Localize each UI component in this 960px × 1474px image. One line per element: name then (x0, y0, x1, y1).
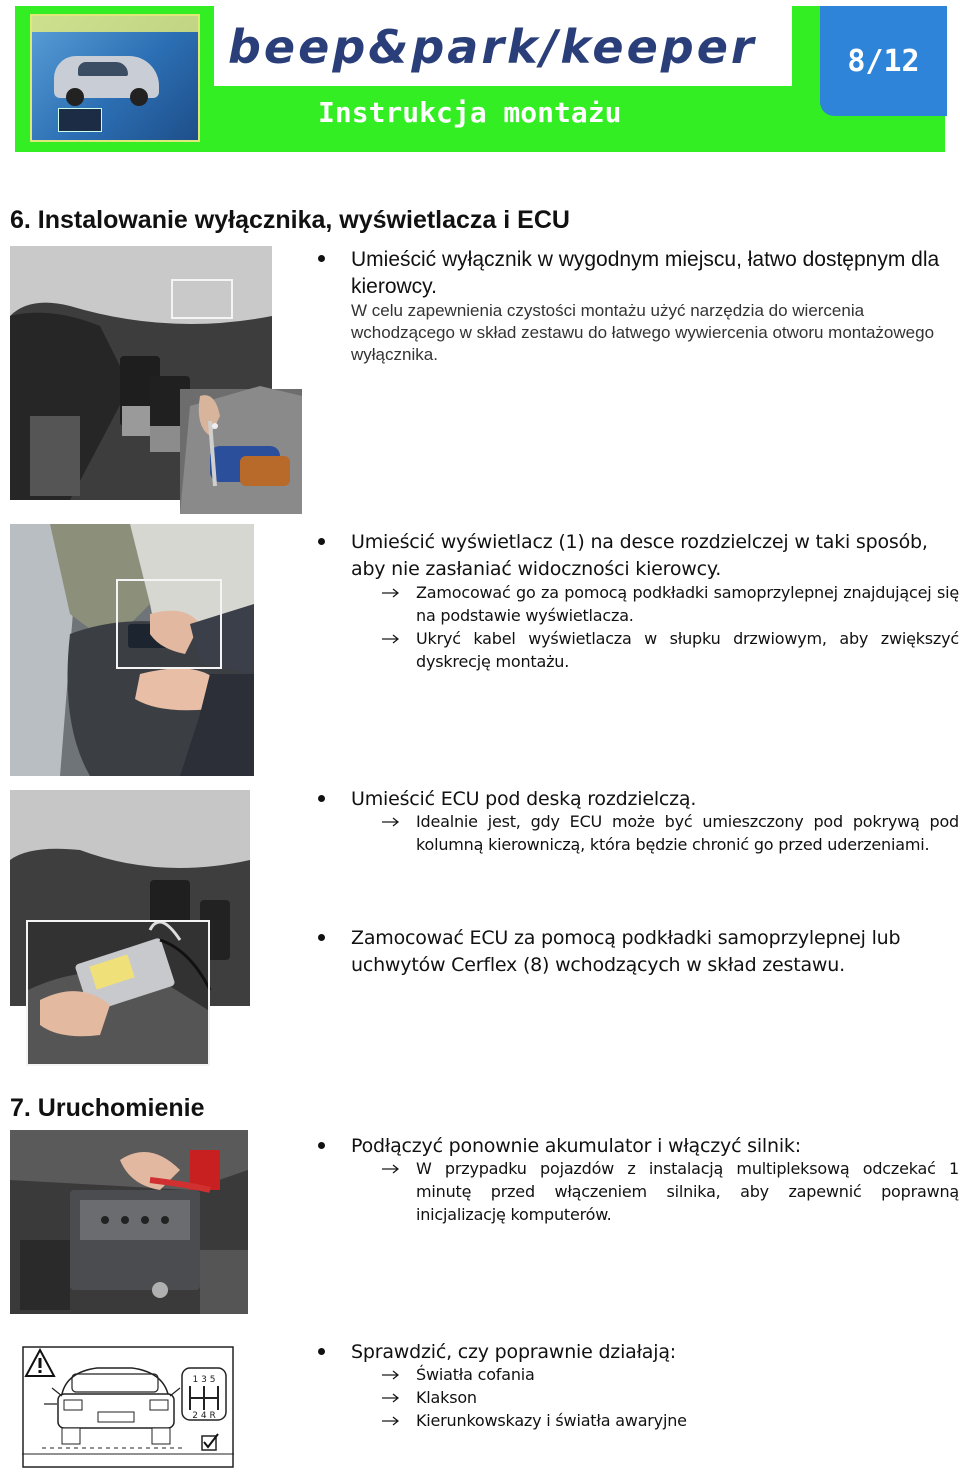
item-text: Zamocować ECU za pomocą podkładki samoprzylepnej lub uchwytów Cerflex (8) wchodzących w skład zestawu. (351, 927, 901, 976)
bullet-dot-icon (318, 538, 325, 545)
sub-list-item: W przypadku pojazdów z instalacją multipleksową odczekać 1 minutę przed włączeniem silnika, aby zapewnić poprawną inicjalizację komputerów. (381, 1157, 959, 1226)
item-text: Podłączyć ponownie akumulator i włączyć silnik: (351, 1135, 801, 1157)
page-number-tab (820, 6, 947, 116)
bullet-dot-icon (318, 255, 325, 262)
product-box-image (30, 14, 200, 142)
list-item (318, 1339, 958, 1439)
gear-digits-bottom: 2 4 R (192, 1411, 216, 1421)
arrow-right-icon (381, 581, 401, 604)
sub-list (381, 810, 959, 856)
section-heading-installation: 6. Instalowanie wyłącznika, wyświetlacza i ECU (10, 206, 570, 234)
list-item (318, 786, 958, 858)
item-text: Umieścić wyłącznik w wygodnym miejscu, łatwo dostępnym dla kierowcy. (351, 248, 940, 298)
document-title: Instrukcja montażu (318, 96, 622, 129)
bullet-dot-icon (318, 1348, 325, 1355)
list-item (318, 529, 958, 699)
item-text: Umieścić ECU pod deską rozdzielczą. (351, 788, 697, 810)
section-heading-startup: 7. Uruchomienie (10, 1094, 205, 1122)
highlight-frame (116, 579, 222, 669)
sub-list (381, 581, 959, 673)
check-functions-diagram (22, 1346, 234, 1468)
list-item (318, 246, 958, 376)
list-item (318, 925, 958, 985)
highlight-frame (26, 920, 210, 1066)
gear-digits-top: 1 3 5 (192, 1375, 216, 1385)
photo-ecu-mounting (10, 790, 306, 1066)
sub-list-item: Ukryć kabel wyświetlacza w słupku drzwiowym, aby zwiększyć dyskrecję montażu. (381, 627, 959, 673)
item-text: Umieścić wyświetlacz (1) na desce rozdzielczej w taki sposób, aby nie zasłaniać widoczności kierowcy. (351, 531, 928, 580)
item-text: Sprawdzić, czy poprawnie działają: (351, 1341, 676, 1363)
page-number: 8/12 (847, 43, 920, 79)
sub-list-item: Zamocować go za pomocą podkładki samoprzylepnej znajdującej się na podstawie wyświetlacza. (381, 581, 959, 627)
photo-display-mounting (10, 524, 254, 776)
list-item (318, 1133, 958, 1233)
arrow-right-icon (381, 1386, 401, 1409)
highlight-frame (171, 279, 233, 319)
arrow-right-icon (381, 1363, 401, 1386)
bullet-dot-icon (318, 1142, 325, 1149)
sub-list-item: Światła cofania (381, 1363, 959, 1386)
sub-list-item: Idealnie jest, gdy ECU może być umieszczony pod pokrywą pod kolumną kierowniczą, która będzie chronić go przed uderzeniami. (381, 810, 959, 856)
bullet-dot-icon (318, 795, 325, 802)
arrow-right-icon (381, 1157, 401, 1180)
sub-list (381, 1363, 959, 1432)
checkbox-checked-icon (202, 1434, 218, 1450)
sub-list-item: Kierunkowskazy i światła awaryjne (381, 1409, 959, 1432)
sub-list-item: Klakson (381, 1386, 959, 1409)
arrow-right-icon (381, 1409, 401, 1432)
sub-list (381, 1157, 959, 1226)
gear-pattern-icon (182, 1368, 226, 1421)
arrow-right-icon (381, 627, 401, 650)
bullet-dot-icon (318, 934, 325, 941)
photo-switch-mounting (10, 246, 302, 514)
brand-logo: beep&park/keeper (228, 20, 757, 74)
item-note: W celu zapewnienia czystości montażu użyć narzędzia do wiercenia wchodzącego w skład zestawu do łatwego wywiercenia otworu montażowego wyłącznika. (351, 301, 935, 364)
photo-battery-connection (10, 1130, 248, 1314)
arrow-right-icon (381, 810, 401, 833)
